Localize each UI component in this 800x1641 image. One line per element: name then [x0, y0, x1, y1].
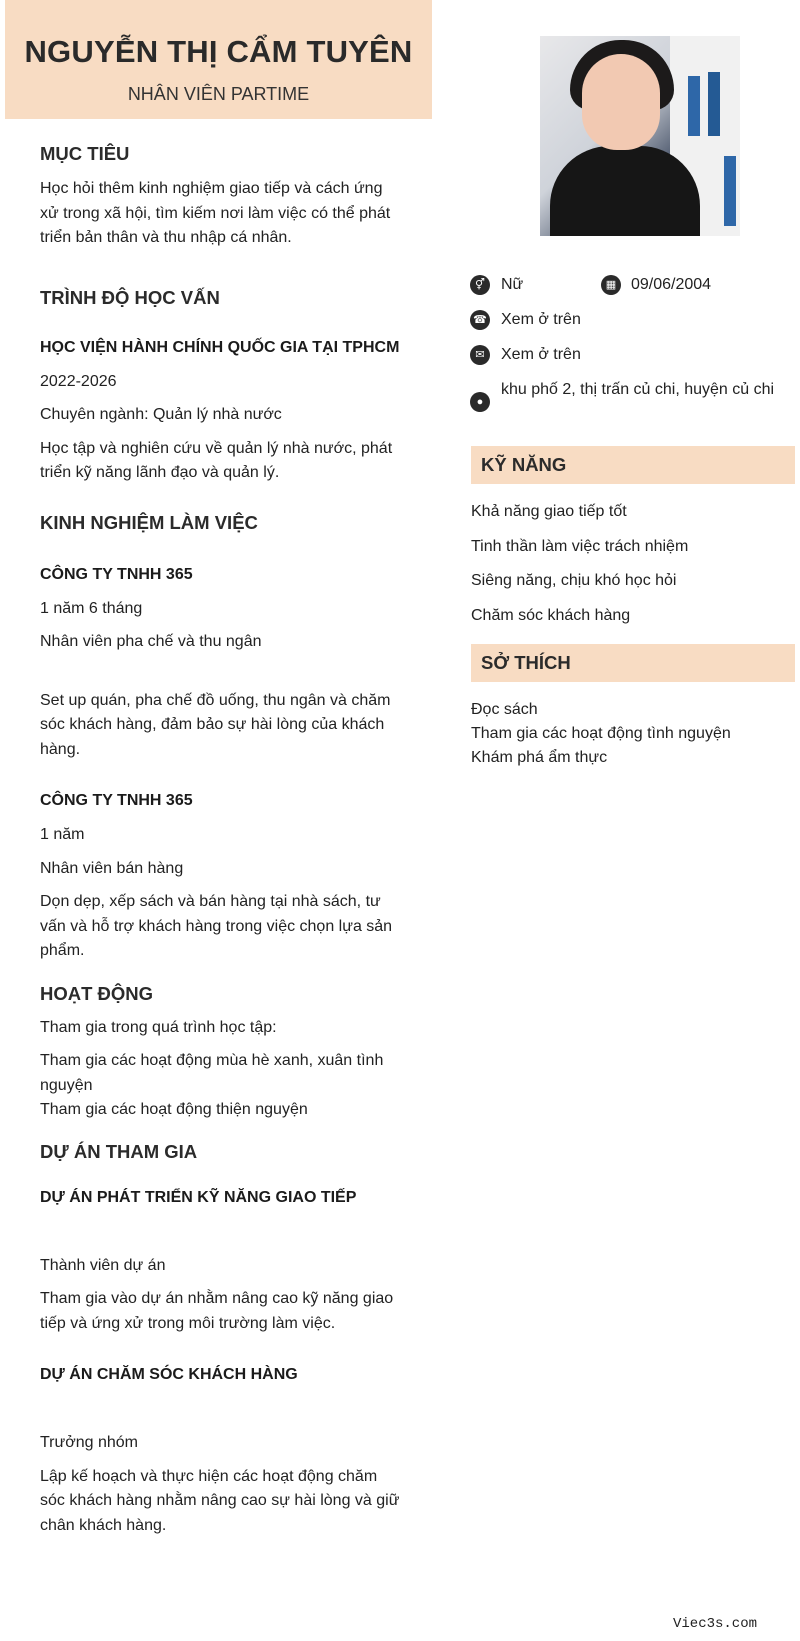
skill-item: Khả năng giao tiếp tốt [471, 503, 627, 520]
experience-duration: 1 năm [40, 826, 85, 843]
skill-item: Tinh thần làm việc trách nhiệm [471, 538, 689, 555]
project-role: Trưởng nhóm [40, 1434, 138, 1451]
profile-photo [540, 36, 740, 236]
left-column [40, 138, 400, 1538]
skills-heading: KỸ NĂNG [481, 454, 567, 475]
education-heading: TRÌNH ĐỘ HỌC VẤN [40, 286, 220, 308]
activity-line: Tham gia các hoạt động mùa hè xanh, xuân tình nguyện [40, 1052, 384, 1094]
education-major: Chuyên ngành: Quản lý nhà nước [40, 406, 282, 423]
birthdate-value: 09/06/2004 [631, 276, 712, 293]
gender-icon: ⚥ [470, 275, 490, 295]
project-role: Thành viên dự án [40, 1256, 166, 1274]
project-description: Lập kế hoạch và thực hiện các hoạt động chăm sóc khách hàng nhằm nâng cao sự hài lòng và giữ chân khách hàng. [40, 1467, 400, 1534]
activities-heading: HOẠT ĐỘNG [40, 982, 154, 1004]
header-banner [5, 0, 432, 119]
school-name: HỌC VIỆN HÀNH CHÍNH QUỐC GIA TẠI TPHCM [40, 338, 400, 356]
hobbies-heading-bar [471, 644, 795, 682]
project-name: DỰ ÁN CHĂM SÓC KHÁCH HÀNG [40, 1366, 298, 1383]
photo-book [688, 76, 700, 136]
job-title: NHÂN VIÊN PARTIME [127, 84, 310, 104]
project-name: DỰ ÁN PHÁT TRIỂN KỸ NĂNG GIAO TIẾP [40, 1188, 357, 1206]
experience-heading: KINH NGHIỆM LÀM VIỆC [40, 511, 258, 533]
hobby-item: Khám phá ẩm thực [471, 749, 608, 766]
skills-heading-bar [471, 446, 795, 484]
experience-description: Dọn dẹp, xếp sách và bán hàng tại nhà sách, tư vấn và hỗ trợ khách hàng trong việc chọn lựa sản phẩm. [40, 893, 393, 959]
location-icon: ● [470, 392, 490, 412]
photo-body [550, 146, 700, 236]
experience-description: Set up quán, pha chế đồ uống, thu ngân và chăm sóc khách hàng, đảm bảo sự hài lòng của khách hàng. [40, 691, 391, 758]
project-item [40, 1362, 400, 1538]
gender-value: Nữ [501, 276, 524, 293]
hobby-item: Đọc sách [471, 701, 538, 718]
photo-book [708, 72, 720, 136]
company-name: CÔNG TY TNHH 365 [40, 565, 193, 583]
experience-item [40, 562, 400, 763]
education-description: Học tập và nghiên cứu về quản lý nhà nước, phát triển kỹ năng lãnh đạo và quản lý. [40, 439, 393, 481]
education-years: 2022-2026 [40, 372, 117, 390]
experience-role: Nhân viên bán hàng [40, 859, 184, 877]
phone-value: Xem ở trên [501, 311, 581, 328]
photo-book [724, 156, 736, 226]
objective-text: Học hỏi thêm kinh nghiệm giao tiếp và cách ứng xử trong xã hội, tìm kiếm nơi làm việc có thể phát triển bản thân và thu nhập cá nhân. [40, 180, 391, 246]
candidate-name: NGUYỄN THỊ CẨM TUYÊN [24, 34, 413, 69]
hobbies-heading: SỞ THÍCH [481, 652, 571, 673]
address-value: khu phố 2, thị trấn củ chi, huyện củ chi [501, 381, 775, 398]
company-name: CÔNG TY TNHH 365 [40, 792, 193, 809]
experience-item [40, 788, 400, 964]
watermark: Viec3s.com [673, 1616, 758, 1632]
skill-item: Chăm sóc khách hàng [471, 607, 631, 624]
email-icon: ✉ [470, 345, 490, 365]
objective-heading: MỤC TIÊU [40, 143, 130, 164]
experience-role: Nhân viên pha chế và thu ngân [40, 633, 262, 650]
project-item [40, 1185, 400, 1337]
email-value: Xem ở trên [501, 346, 581, 363]
hobby-item: Tham gia các hoạt động tình nguyện [471, 725, 731, 742]
project-description: Tham gia vào dự án nhằm nâng cao kỹ năng giao tiếp và ứng xử trong môi trường làm việc. [40, 1290, 394, 1332]
skill-item: Siêng năng, chịu khó học hỏi [471, 572, 677, 589]
photo-face [582, 54, 660, 150]
projects-heading: DỰ ÁN THAM GIA [40, 1140, 198, 1162]
experience-duration: 1 năm 6 tháng [40, 599, 143, 617]
calendar-icon: ▦ [601, 275, 621, 295]
phone-icon: ☎ [470, 310, 490, 330]
activities-intro: Tham gia trong quá trình học tập: [40, 1018, 277, 1036]
activity-line: Tham gia các hoạt động thiện nguyện [40, 1101, 308, 1118]
